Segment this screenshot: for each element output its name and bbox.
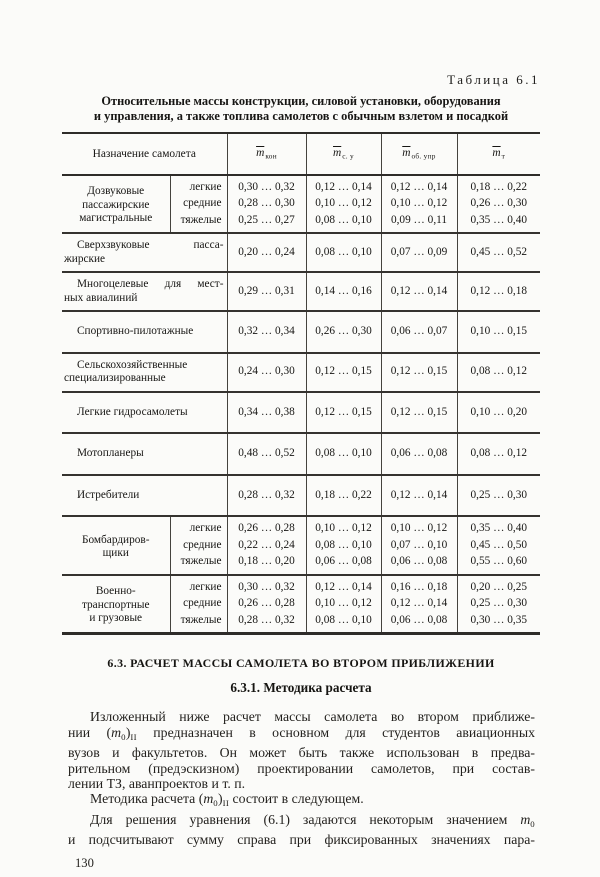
text-line: нии $(m_0)_{II}$ предназначен в основном для студентов авиационных xyxy=(68,724,535,742)
mass-value-cell: 0,14 … 0,16 xyxy=(306,272,381,311)
mass-value-cell: 0,12 … 0,15 xyxy=(381,353,457,392)
weight-class-cell: средние xyxy=(170,196,227,213)
mass-value-cell: 0,06 … 0,08 xyxy=(381,554,457,575)
mass-value-cell: 0,22 … 0,24 xyxy=(227,537,306,554)
mass-value-cell: 0,12 … 0,14 xyxy=(381,272,457,311)
table-row xyxy=(62,516,540,537)
aircraft-type-line: и грузовые xyxy=(89,612,143,625)
mass-value-cell: 0,08 … 0,10 xyxy=(306,537,381,554)
mass-value-cell: 0,12 … 0,15 xyxy=(381,392,457,434)
mass-value-cell: 0,30 … 0,32 xyxy=(227,175,306,196)
table-row-group xyxy=(62,575,540,634)
mass-value-cell: 0,07 … 0,10 xyxy=(381,537,457,554)
mass-value-cell: 0,06 … 0,08 xyxy=(381,433,457,475)
mass-value-cell: 0,09 … 0,11 xyxy=(381,212,457,233)
mass-value-cell: 0,16 … 0,18 xyxy=(381,575,457,596)
mass-value-cell: 0,25 … 0,30 xyxy=(457,475,540,517)
mass-value-cell: 0,34 … 0,38 xyxy=(227,392,306,434)
mass-value-cell: 0,06 … 0,08 xyxy=(381,612,457,634)
aircraft-type-line: Мотопланеры xyxy=(77,447,144,460)
mass-value-cell: 0,10 … 0,12 xyxy=(306,196,381,213)
mass-value-cell: 0,26 … 0,30 xyxy=(306,311,381,353)
table-row-group xyxy=(62,516,540,575)
aircraft-type-cell xyxy=(62,516,170,575)
weight-class-cell: легкие xyxy=(170,175,227,196)
column-header-mass-3: $\overline{m}_т$ xyxy=(457,133,540,175)
mass-value-cell: 0,45 … 0,52 xyxy=(457,233,540,272)
mass-value-cell: 0,10 … 0,12 xyxy=(381,516,457,537)
table-row-group xyxy=(62,311,540,353)
text-line: Изложенный ниже расчет массы самолета во втором приближе- xyxy=(90,709,535,725)
table-row-group xyxy=(62,272,540,311)
mass-value-cell: 0,12 … 0,18 xyxy=(457,272,540,311)
table-row xyxy=(62,175,540,196)
column-header-mass-1: $\overline{m}_{с. у}$ xyxy=(306,133,381,175)
mass-value-cell: 0,10 … 0,12 xyxy=(306,516,381,537)
aircraft-type-cell xyxy=(62,475,227,517)
mass-value-cell: 0,06 … 0,08 xyxy=(306,554,381,575)
table-row-group xyxy=(62,475,540,517)
text-line: лении ТЗ, аванпроектов и т. п. xyxy=(68,775,246,791)
aircraft-type-cell xyxy=(62,311,227,353)
mass-value-cell: 0,12 … 0,15 xyxy=(306,392,381,434)
mass-value-cell: 0,28 … 0,30 xyxy=(227,196,306,213)
text-line: рительном (предэскизном) проектировании самолетов, при состав- xyxy=(68,760,535,776)
table-row xyxy=(62,475,540,517)
aircraft-type-line: щики xyxy=(102,547,129,560)
text-line: и подсчитывают сумму справа при фиксированных значениях пара- xyxy=(68,832,535,848)
mass-value-cell: 0,18 … 0,22 xyxy=(457,175,540,196)
table-row-group xyxy=(62,353,540,392)
mass-value-cell: 0,30 … 0,35 xyxy=(457,612,540,634)
subsection-heading: 6.3.1. Методика расчета xyxy=(230,680,372,696)
table-title-line1: Относительные массы конструкции, силовой установки, оборудования xyxy=(101,94,501,108)
mass-value-cell: 0,45 … 0,50 xyxy=(457,537,540,554)
mass-value-cell: 0,25 … 0,30 xyxy=(457,596,540,613)
aircraft-type-cell xyxy=(62,175,170,234)
table-number-label: Таблица 6.1 xyxy=(447,72,540,87)
column-header-mass-2: $\overline{m}_{об. упр}$ xyxy=(381,133,457,175)
weight-class-cell: легкие xyxy=(170,516,227,537)
table-title-line2: и управления, а также топлива самолетов с обычным взлетом и посадкой xyxy=(93,108,509,123)
mass-value-cell: 0,25 … 0,27 xyxy=(227,212,306,233)
table-row-group xyxy=(62,433,540,475)
mass-value-cell: 0,08 … 0,10 xyxy=(306,212,381,233)
aircraft-type-cell xyxy=(62,433,227,475)
mass-value-cell: 0,12 … 0,14 xyxy=(381,596,457,613)
weight-class-cell: тяжелые xyxy=(170,554,227,575)
table-row xyxy=(62,575,540,596)
table-title xyxy=(62,94,540,123)
mass-value-cell: 0,12 … 0,14 xyxy=(381,175,457,196)
mass-value-cell: 0,08 … 0,10 xyxy=(306,612,381,634)
aircraft-masses-table xyxy=(62,132,540,635)
weight-class-cell: тяжелые xyxy=(170,612,227,634)
aircraft-type-line: пассажирские xyxy=(82,198,150,211)
text-line: Для решения уравнения (6.1) задаются некоторым значением $m_0$ xyxy=(90,811,535,829)
mass-value-cell: 0,28 … 0,32 xyxy=(227,612,306,634)
table-row xyxy=(62,392,540,434)
mass-value-cell: 0,29 … 0,31 xyxy=(227,272,306,311)
aircraft-type-line: Дозвуковые xyxy=(87,185,145,198)
aircraft-type-line: Бомбардиров- xyxy=(81,533,150,546)
aircraft-type-cell xyxy=(62,233,227,272)
mass-value-cell: 0,20 … 0,25 xyxy=(457,575,540,596)
mass-value-cell: 0,10 … 0,20 xyxy=(457,392,540,434)
mass-value-cell: 0,32 … 0,34 xyxy=(227,311,306,353)
aircraft-type-line: Сельскохозяйственные xyxy=(77,358,188,371)
aircraft-type-line: специализированные xyxy=(64,372,166,385)
mass-value-cell: 0,55 … 0,60 xyxy=(457,554,540,575)
aircraft-type-line: Военно- xyxy=(95,585,136,598)
mass-value-cell: 0,12 … 0,14 xyxy=(306,575,381,596)
aircraft-type-cell xyxy=(62,392,227,434)
column-header-mass-0: $\overline{m}_{кон}$ xyxy=(227,133,306,175)
weight-class-cell: средние xyxy=(170,537,227,554)
table-row-group xyxy=(62,175,540,234)
mass-value-cell: 0,08 … 0,10 xyxy=(306,433,381,475)
table-row xyxy=(62,233,540,272)
table-row xyxy=(62,353,540,392)
aircraft-type-line: Многоцелевые для мест- xyxy=(77,278,224,291)
section-heading: 6.3. РАСЧЕТ МАССЫ САМОЛЕТА ВО ВТОРОМ ПРИБЛИЖЕНИИ xyxy=(107,656,495,671)
table-row-group xyxy=(62,392,540,434)
aircraft-type-line: Спортивно-пилотажные xyxy=(77,325,194,338)
table-row xyxy=(62,272,540,311)
aircraft-type-cell xyxy=(62,353,227,392)
table-row-group xyxy=(62,233,540,272)
aircraft-type-line: Легкие гидросамолеты xyxy=(77,405,188,418)
body-text xyxy=(68,709,535,847)
aircraft-type-line: магистральные xyxy=(79,212,153,225)
mass-value-cell: 0,26 … 0,28 xyxy=(227,516,306,537)
table-header-row xyxy=(62,133,540,175)
mass-value-cell: 0,30 … 0,32 xyxy=(227,575,306,596)
mass-value-cell: 0,10 … 0,12 xyxy=(381,196,457,213)
mass-value-cell: 0,48 … 0,52 xyxy=(227,433,306,475)
aircraft-type-line: Истребители xyxy=(77,488,140,501)
mass-value-cell: 0,12 … 0,14 xyxy=(306,175,381,196)
mass-value-cell: 0,12 … 0,14 xyxy=(381,475,457,517)
mass-value-cell: 0,28 … 0,32 xyxy=(227,475,306,517)
aircraft-type-cell xyxy=(62,575,170,634)
mass-value-cell: 0,06 … 0,07 xyxy=(381,311,457,353)
page-number: 130 xyxy=(75,855,94,870)
text-line: Методика расчета $(m_0)_{II}$ состоит в следующем. xyxy=(90,791,364,809)
aircraft-type-cell xyxy=(62,272,227,311)
mass-value-cell: 0,24 … 0,30 xyxy=(227,353,306,392)
mass-value-cell: 0,20 … 0,24 xyxy=(227,233,306,272)
mass-value-cell: 0,35 … 0,40 xyxy=(457,516,540,537)
weight-class-cell: легкие xyxy=(170,575,227,596)
table-row xyxy=(62,311,540,353)
column-header-aircraft-purpose: Назначение самолета xyxy=(62,133,227,175)
mass-value-cell: 0,26 … 0,30 xyxy=(457,196,540,213)
text-line: вузов и факультетов. Он может быть также использован в предва- xyxy=(68,745,535,761)
mass-value-cell: 0,18 … 0,22 xyxy=(306,475,381,517)
mass-value-cell: 0,35 … 0,40 xyxy=(457,212,540,233)
mass-value-cell: 0,10 … 0,15 xyxy=(457,311,540,353)
mass-value-cell: 0,18 … 0,20 xyxy=(227,554,306,575)
weight-class-cell: средние xyxy=(170,596,227,613)
table-row xyxy=(62,433,540,475)
mass-value-cell: 0,08 … 0,12 xyxy=(457,353,540,392)
aircraft-type-line: ных авиалиний xyxy=(64,291,138,304)
mass-value-cell: 0,10 … 0,12 xyxy=(306,596,381,613)
aircraft-type-line: жирские xyxy=(64,252,106,265)
mass-value-cell: 0,07 … 0,09 xyxy=(381,233,457,272)
mass-value-cell: 0,26 … 0,28 xyxy=(227,596,306,613)
mass-value-cell: 0,08 … 0,12 xyxy=(457,433,540,475)
aircraft-type-line: Сверхзвуковые пасса- xyxy=(77,239,224,252)
mass-value-cell: 0,08 … 0,10 xyxy=(306,233,381,272)
aircraft-type-line: транспортные xyxy=(81,598,150,611)
mass-value-cell: 0,12 … 0,15 xyxy=(306,353,381,392)
weight-class-cell: тяжелые xyxy=(170,212,227,233)
